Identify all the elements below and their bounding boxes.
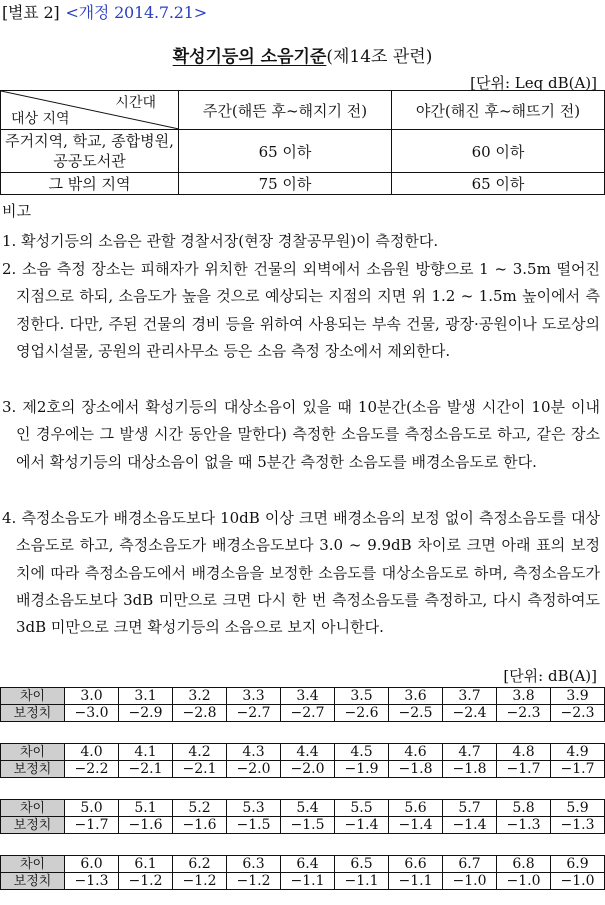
difference-value: 5.4 [281, 800, 335, 817]
difference-value: 6.7 [443, 856, 497, 873]
correction-row [1, 817, 605, 834]
diff-row [1, 744, 605, 761]
correction-value: −2.0 [281, 761, 335, 778]
difference-value: 3.0 [65, 688, 119, 705]
correction-value: −2.9 [119, 705, 173, 722]
difference-value: 5.5 [335, 800, 389, 817]
appendix-header [2, 0, 207, 23]
difference-value: 5.6 [389, 800, 443, 817]
table-row [1, 173, 605, 195]
correction-value: −1.1 [389, 873, 443, 890]
night-limit-cell: 60 이하 [392, 130, 605, 173]
difference-value: 5.3 [227, 800, 281, 817]
difference-value: 5.9 [551, 800, 605, 817]
difference-value: 3.1 [119, 688, 173, 705]
difference-value: 4.1 [119, 744, 173, 761]
difference-value: 3.2 [173, 688, 227, 705]
difference-value: 3.5 [335, 688, 389, 705]
correction-value: −1.5 [281, 817, 335, 834]
correction-table [0, 855, 605, 890]
title-suffix: (제14조 관련) [326, 47, 433, 67]
difference-value: 6.1 [119, 856, 173, 873]
area-cell: 그 밖의 지역 [1, 173, 179, 195]
correction-value: −2.4 [443, 705, 497, 722]
correction-value: −2.8 [173, 705, 227, 722]
correction-value: −2.7 [227, 705, 281, 722]
correction-value: −1.3 [551, 817, 605, 834]
unit-label-bottom: [단위: dB(A)] [503, 667, 597, 685]
correction-label: 보정치 [1, 817, 65, 834]
correction-table [0, 687, 605, 722]
difference-label: 차이 [1, 856, 65, 873]
correction-value: −1.3 [497, 817, 551, 834]
correction-value: −2.1 [173, 761, 227, 778]
difference-value: 4.3 [227, 744, 281, 761]
correction-value: −1.2 [119, 873, 173, 890]
day-limit-cell: 75 이하 [179, 173, 392, 195]
difference-value: 3.4 [281, 688, 335, 705]
difference-value: 5.1 [119, 800, 173, 817]
difference-value: 4.7 [443, 744, 497, 761]
difference-value: 3.6 [389, 688, 443, 705]
note-item: 3. 제2호의 장소에서 확성기등의 대상소음이 있을 때 10분간(소음 발생 시간이 10분 이내인 경우에는 그 발생 시간 동안을 말한다) 측정한 소음도를 측정소음도로 하고, 같은 장소에서 확성기등의 대상소음이 없을 때 5분간 측정한 소음도를 배경소음도로 한다. [2, 398, 600, 471]
correction-value: −1.0 [497, 873, 551, 890]
difference-value: 4.2 [173, 744, 227, 761]
correction-value: −1.1 [281, 873, 335, 890]
correction-value: −1.7 [497, 761, 551, 778]
header-target-area: 대상 지역 [11, 111, 70, 127]
difference-label: 차이 [1, 688, 65, 705]
difference-value: 5.2 [173, 800, 227, 817]
correction-value: −2.6 [335, 705, 389, 722]
difference-value: 4.5 [335, 744, 389, 761]
difference-value: 4.8 [497, 744, 551, 761]
correction-value: −1.6 [119, 817, 173, 834]
correction-label: 보정치 [1, 705, 65, 722]
table-row [1, 130, 605, 173]
difference-value: 5.7 [443, 800, 497, 817]
table-header-row [1, 91, 605, 130]
difference-value: 6.2 [173, 856, 227, 873]
note-item: 1. 확성기등의 소음은 관할 경찰서장(현장 경찰공무원)이 측정한다. [2, 232, 439, 250]
difference-value: 4.0 [65, 744, 119, 761]
correction-value: −2.3 [497, 705, 551, 722]
correction-table [0, 799, 605, 834]
difference-value: 4.6 [389, 744, 443, 761]
correction-table [0, 743, 605, 778]
correction-value: −1.4 [443, 817, 497, 834]
correction-value: −2.3 [551, 705, 605, 722]
difference-value: 6.5 [335, 856, 389, 873]
correction-value: −2.5 [389, 705, 443, 722]
correction-value: −2.2 [65, 761, 119, 778]
difference-value: 5.8 [497, 800, 551, 817]
correction-value: −1.7 [551, 761, 605, 778]
correction-label: 보정치 [1, 761, 65, 778]
difference-value: 6.8 [497, 856, 551, 873]
difference-value: 3.8 [497, 688, 551, 705]
difference-value: 4.9 [551, 744, 605, 761]
correction-value: −1.7 [65, 817, 119, 834]
note-item: 4. 측정소음도가 배경소음도보다 10dB 이상 크면 배경소음의 보정 없이 측정소음도를 대상소음도로 하고, 측정소음도가 배경소음도보다 3.0 ~ 9.9dB 차이로 크면 아래 표의 보정치에 따라 측정소음도에서 배경소음을 보정한 소음도를 대상소음도로 하며, 측정소음도가 배경소음도보다 3dB 미만으로 크면 다시 한 번 측정소음도를 측정하고, 다시 측정하여도 3dB 미만으로 크면 확성기등의 소음으로 보지 아니한다. [2, 509, 600, 637]
correction-value: −1.0 [443, 873, 497, 890]
correction-value: −2.0 [227, 761, 281, 778]
diagonal-header-cell [1, 91, 179, 130]
header-time-period: 시간대 [115, 95, 156, 111]
appendix-label: [별표 2] [2, 3, 60, 22]
correction-value: −1.1 [335, 873, 389, 890]
correction-value: −3.0 [65, 705, 119, 722]
difference-value: 6.0 [65, 856, 119, 873]
area-cell: 주거지역, 학교, 종합병원, 공공도서관 [1, 130, 179, 173]
correction-value: −1.8 [389, 761, 443, 778]
difference-label: 차이 [1, 800, 65, 817]
correction-label: 보정치 [1, 873, 65, 890]
header-daytime: 주간(해뜬 후~해지기 전) [179, 91, 392, 130]
correction-value: −1.0 [551, 873, 605, 890]
difference-value: 6.4 [281, 856, 335, 873]
correction-value: −1.8 [443, 761, 497, 778]
correction-row [1, 873, 605, 890]
diff-row [1, 800, 605, 817]
notes-heading: 비고 [2, 202, 31, 220]
diff-row [1, 688, 605, 705]
correction-value: −1.4 [389, 817, 443, 834]
correction-value: −2.1 [119, 761, 173, 778]
title-main: 확성기등의 소음기준 [172, 47, 327, 67]
page-title [0, 42, 605, 67]
revision-date: <개정 2014.7.21> [65, 3, 207, 22]
difference-value: 5.0 [65, 800, 119, 817]
correction-value: −1.9 [335, 761, 389, 778]
difference-value: 4.4 [281, 744, 335, 761]
noise-standard-table [0, 90, 605, 195]
diff-row [1, 856, 605, 873]
correction-value: −1.4 [335, 817, 389, 834]
correction-value: −1.3 [65, 873, 119, 890]
correction-row [1, 761, 605, 778]
difference-value: 6.3 [227, 856, 281, 873]
header-nighttime: 야간(해진 후~해뜨기 전) [392, 91, 605, 130]
correction-row [1, 705, 605, 722]
difference-value: 3.7 [443, 688, 497, 705]
correction-value: −1.5 [227, 817, 281, 834]
correction-value: −2.7 [281, 705, 335, 722]
difference-value: 6.6 [389, 856, 443, 873]
day-limit-cell: 65 이하 [179, 130, 392, 173]
correction-value: −1.2 [173, 873, 227, 890]
unit-label-top: [단위: Leq dB(A)] [470, 74, 597, 92]
correction-value: −1.2 [227, 873, 281, 890]
correction-value: −1.6 [173, 817, 227, 834]
difference-value: 6.9 [551, 856, 605, 873]
difference-value: 3.9 [551, 688, 605, 705]
note-item: 2. 소음 측정 장소는 피해자가 위치한 건물의 외벽에서 소음원 방향으로 1 ~ 3.5m 떨어진 지점으로 하되, 소음도가 높을 것으로 예상되는 지점의 지면 위 1.2 ~ 1.5m 높이에서 측정한다. 다만, 주된 건물의 경비 등을 위하여 사용되는 부속 건물, 광장·공원이나 도로상의 영업시설물, 공원의 관리사무소 등은 소음 측정 장소에서 제외한다. [2, 260, 600, 360]
difference-value: 3.3 [227, 688, 281, 705]
difference-label: 차이 [1, 744, 65, 761]
night-limit-cell: 65 이하 [392, 173, 605, 195]
